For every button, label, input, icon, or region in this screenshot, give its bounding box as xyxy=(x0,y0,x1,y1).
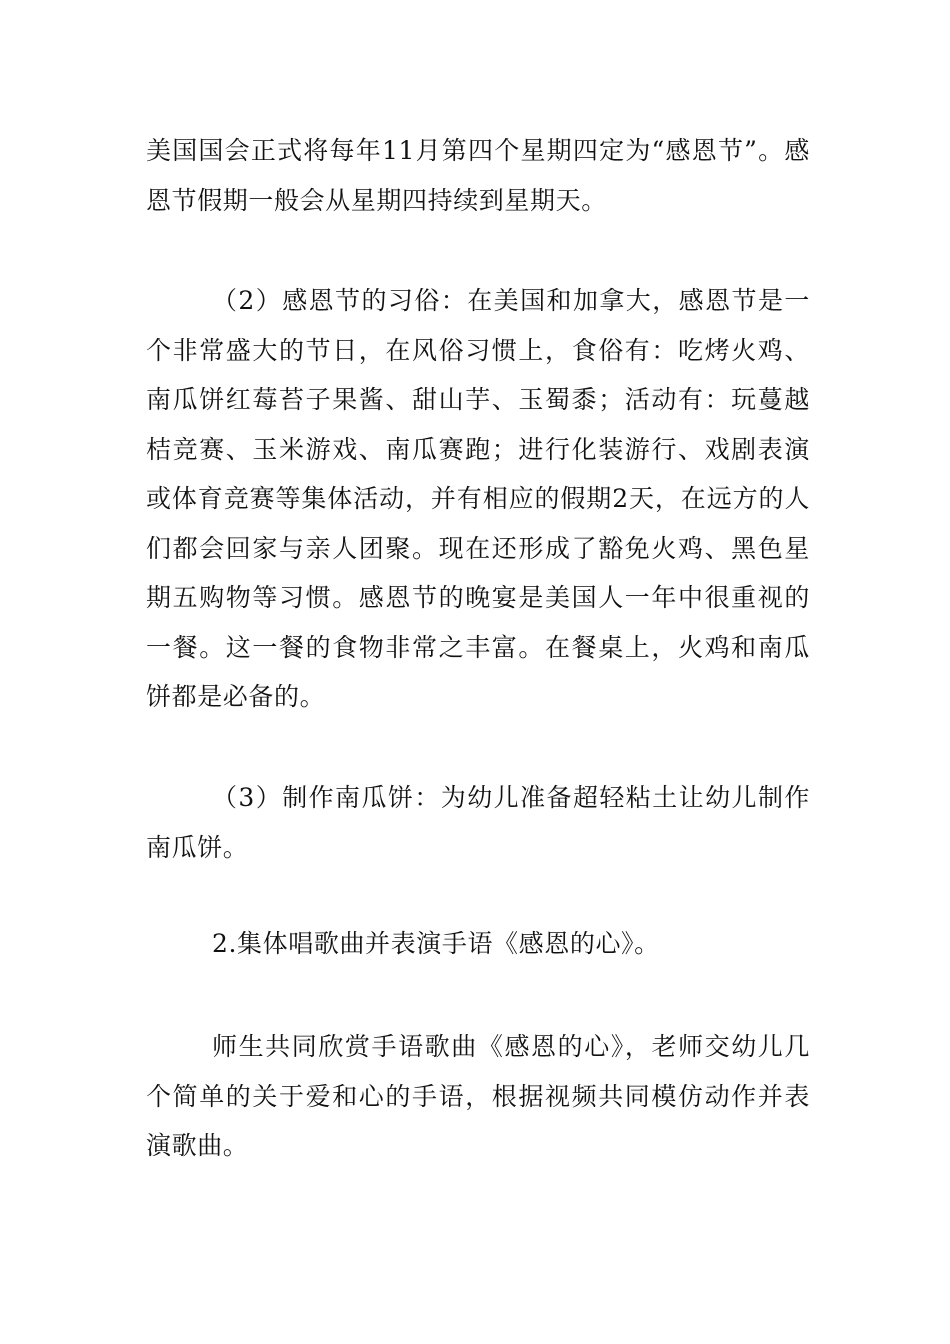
paragraph-pumpkin-pie-activity: （3）制作南瓜饼：为幼儿准备超轻粘土让幼儿制作南瓜饼。 xyxy=(146,783,810,862)
paragraph-thanksgiving-customs: （2）感恩节的习俗：在美国和加拿大，感恩节是一个非常盛大的节日，在风俗习惯上，食俗有：吃烤火鸡、南瓜饼红莓苔子果酱、甜山芋、玉蜀黍；活动有：玩蔓越桔竞赛、玉米游戏、南瓜赛跑；进行化装游行、戏剧表演或体育竞赛等集体活动，并有相应的假期2天，在远方的人们都会回家与亲人团聚。现在还形成了豁免火鸡、黑色星期五购物等习惯。感恩节的晚宴是美国人一年中很重视的一餐。这一餐的食物非常之丰富。在餐桌上，火鸡和南瓜饼都是必备的。 xyxy=(146,286,810,711)
paragraph-sign-language-song: 师生共同欣赏手语歌曲《感恩的心》，老师交幼儿几个简单的关于爱和心的手语，根据视频共同模仿动作并表演歌曲。 xyxy=(146,1032,810,1160)
section-heading-song: 2.集体唱歌曲并表演手语《感恩的心》。 xyxy=(212,929,660,958)
paragraph-thanksgiving-date: 美国国会正式将每年11月第四个星期四定为“感恩节”。感恩节假期一般会从星期四持续到星期天。 xyxy=(146,136,810,215)
